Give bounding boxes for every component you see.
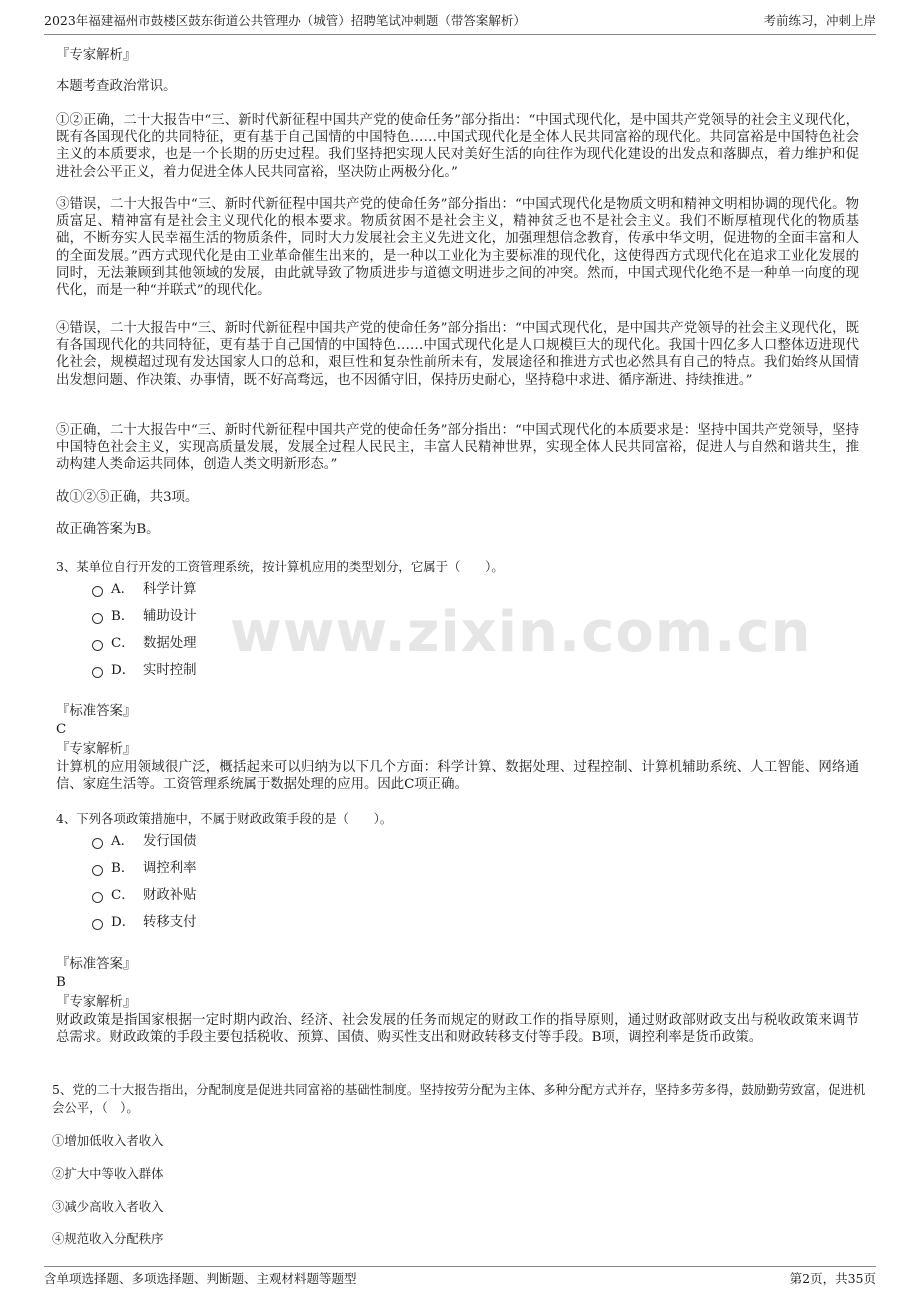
q4-option-d[interactable]: D． 转移支付: [92, 914, 197, 932]
radio-icon[interactable]: [92, 919, 103, 930]
q3-option-d[interactable]: D． 实时控制: [92, 662, 197, 680]
radio-icon[interactable]: [92, 667, 103, 678]
q3-answer: C: [56, 722, 67, 737]
q2-answer-line: 故正确答案为B。: [56, 522, 160, 537]
q5-stem: 5、党的二十大报告指出，分配制度是促进共同富裕的基础性制度。坚持按劳分配为主体、多种分配方式并存，坚持多劳多得，鼓励勤劳致富，促进机会公平，（ ）。: [52, 1082, 866, 1115]
q4-answer-label: 『标准答案』: [56, 957, 137, 972]
q3-answer-label: 『标准答案』: [56, 704, 137, 719]
q3-option-c[interactable]: C． 数据处理: [92, 635, 197, 653]
page-number: 第2页，共35页: [789, 1271, 876, 1286]
question-types: 含单项选择题、多项选择题、判断题、主观材料题等题型: [44, 1271, 357, 1286]
q4-analysis: 财政政策是指国家根据一定时期内政治、经济、社会发展的任务而规定的财政工作的指导原则，通过财政部财政支出与税收政策来调节总需求。财政政策的手段主要包括税收、预算、国债、购买性支出和财政转移支付等手段。B项，调控利率是货币政策。: [56, 1013, 859, 1046]
q3-expert-label: 『专家解析』: [56, 742, 137, 757]
q2-intro: 本题考查政治常识。: [56, 79, 177, 94]
q5-item-1: ①增加低收入者收入: [52, 1133, 164, 1148]
watermark: www.zixin.com.cn: [230, 600, 812, 665]
radio-icon[interactable]: [92, 865, 103, 876]
q4-answer: B: [56, 975, 66, 990]
q4-stem: 4、下列各项政策措施中，不属于财政政策手段的是（ ）。: [56, 811, 393, 826]
q3-stem: 3、某单位自行开发的工资管理系统，按计算机应用的类型划分，它属于（ ）。: [56, 559, 504, 574]
q4-option-c[interactable]: C． 财政补贴: [92, 887, 197, 905]
radio-icon[interactable]: [92, 640, 103, 651]
radio-icon[interactable]: [92, 613, 103, 624]
q4-expert-label: 『专家解析』: [56, 995, 137, 1010]
q4-option-b[interactable]: B． 调控利率: [92, 860, 197, 878]
document-title: 2023年福建福州市鼓楼区鼓东街道公共管理办（城管）招聘笔试冲刺题（带答案解析）: [44, 13, 526, 28]
q3-option-a[interactable]: A． 科学计算: [92, 581, 197, 599]
radio-icon[interactable]: [92, 838, 103, 849]
q3-analysis: 计算机的应用领域很广泛，概括起来可以归纳为以下几个方面：科学计算、数据处理、过程控制、计算机辅助系统、人工智能、网络通信、家庭生活等。工资管理系统属于数据处理的应用。因此C项正确。: [56, 760, 859, 793]
q2-conclusion: 故①②⑤正确，共3项。: [56, 490, 199, 505]
q2-para-3: ④错误，二十大报告中“三、新时代新征程中国共产党的使命任务”部分指出：“中国式现代化，是中国共产党领导的社会主义现代化，既有各国现代化的共同特征，更有基于自己国情的中国特色……中国式现代化是人口规模巨大的现代化。我国十四亿多人口整体迈进现代化社会，规模超过现有发达国家人口的总和，艰巨性和复杂性前所未有，发展途径和推进方式也必然具有自己的特点。我们始终从国情出发想问题、作决策、办事情，既不好高骛远，也不因循守旧，保持历史耐心，坚持稳中求进、循序渐进、持续推进。”: [56, 321, 859, 388]
page-header: [44, 8, 876, 35]
q2-expert-label: 『专家解析』: [56, 48, 137, 63]
q5-item-3: ③减少高收入者收入: [52, 1199, 164, 1214]
q2-para-1: ①②正确，二十大报告中“三、新时代新征程中国共产党的使命任务”部分指出：“中国式现代化，是中国共产党领导的社会主义现代化，既有各国现代化的共同特征，更有基于自己国情的中国特色……中国式现代化是全体人民共同富裕的现代化。共同富裕是中国特色社会主义的本质要求，也是一个长期的历史过程。我们坚持把实现人民对美好生活的向往作为现代化建设的出发点和落脚点，着力维护和促进社会公平正义，着力促进全体人民共同富裕，坚决防止两极分化。”: [56, 113, 859, 180]
q5-item-4: ④规范收入分配秩序: [52, 1231, 164, 1246]
radio-icon[interactable]: [92, 892, 103, 903]
q4-option-a[interactable]: A． 发行国债: [92, 833, 197, 851]
q3-option-b[interactable]: B． 辅助设计: [92, 608, 197, 626]
radio-icon[interactable]: [92, 586, 103, 597]
q2-para-4: ⑤正确，二十大报告中“三、新时代新征程中国共产党的使命任务”部分指出：“中国式现代化的本质要求是：坚持中国共产党领导，坚持中国特色社会主义，实现高质量发展，发展全过程人民民主，丰富人民精神世界，实现全体人民共同富裕，促进人与自然和谐共生，推动构建人类命运共同体，创造人类文明新形态。”: [56, 423, 859, 473]
header-slogan: 考前练习，冲刺上岸: [763, 13, 876, 28]
q2-para-2: ③错误，二十大报告中“三、新时代新征程中国共产党的使命任务”部分指出：“中国式现代化是物质文明和精神文明相协调的现代化。物质富足、精神富有是社会主义现代化的根本要求。物质贫困不是社会主义，精神贫乏也不是社会主义。我们不断厚植现代化的物质基础，不断夯实人民幸福生活的物质条件，同时大力发展社会主义先进文化，加强理想信念教育，传承中华文明，促进物的全面丰富和人的全面发展。”西方式现代化是由工业革命催生出来的，是一种以工业化为主要标准的现代化，这使得西方式现代化在追求工业化发展的同时，无法兼顾到其他领域的发展，由此就导致了物质进步与道德文明进步之间的冲突。然而，中国式现代化绝不是一种单一向度的现代化，而是一种“并联式”的现代化。: [56, 197, 859, 299]
page-footer: [44, 1266, 876, 1289]
q5-item-2: ②扩大中等收入群体: [52, 1166, 164, 1181]
